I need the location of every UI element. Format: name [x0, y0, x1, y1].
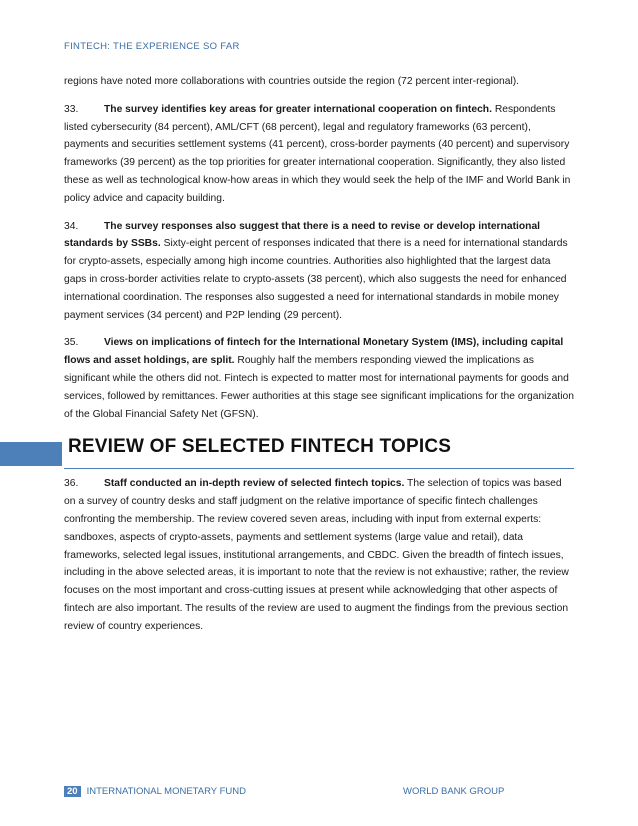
- paragraph-35: [64, 334, 574, 423]
- paragraph-number: 35.: [64, 337, 79, 349]
- section-underline: [64, 468, 574, 469]
- paragraph-intro: regions have noted more collaborations with countries outside the region (72 percent inter-regional).: [64, 76, 520, 87]
- footer-right-text: WORLD BANK GROUP: [403, 786, 505, 797]
- paragraph-lead: Views on implications of fintech for the International Monetary System (IMS), including capital flows and asset holdings, are split.: [64, 337, 564, 367]
- page-number: 20: [64, 786, 81, 797]
- paragraph-number: 34.: [64, 220, 79, 232]
- paragraph-lead: The survey responses also suggest that there is a need to revise or develop international standards by SSBs.: [64, 220, 541, 250]
- paragraph-text: Respondents listed cybersecurity (84 percent), AML/CFT (68 percent), legal and regulatory frameworks (63 percent), payments and securities settlement systems (41 percent), cross-border payments (40 percent) and supervisory frameworks (39 percent) as the top priorities for greater international cooperation. Significantly, they also listed these as well as technological know-how areas in which they would seek the help of the IMF and World Bank in policy advice and capacity building.: [64, 103, 571, 204]
- section-accent-bar: [0, 442, 62, 466]
- paragraph-text: The selection of topics was based on a survey of country desks and staff judgment on the relative importance of specific fintech challenges confronting the membership. The review covered seven areas, including with input from external experts: sandboxes, aspects of crypto-assets, payments and settlement systems (large value and retail), data frameworks, selected legal issues, institutional arrangements, and CBDC. Given the breadth of fintech issues, including in the above selected areas, it is important to note that the review is not exhaustive; rather, the review focuses on the most important and cross-cutting issues at present while acknowledging that other aspects of fintech are also important. The results of the review are used to augment the findings from the previous section review of country experiences.: [64, 478, 569, 632]
- paragraph-text: Roughly half the members responding viewed the implications as significant while the others did not. Fintech is expected to matter most for international payments for goods and services, followed by remittances. Fewer authorities at this stage see significant implications for the organization of the Global Financial Safety Net (GFSN).: [64, 355, 574, 420]
- running-header: FINTECH: THE EXPERIENCE SO FAR: [64, 41, 240, 52]
- paragraph-lead: The survey identifies key areas for greater international cooperation on fintech.: [104, 103, 492, 115]
- footer-left-text: INTERNATIONAL MONETARY FUND: [86, 786, 246, 797]
- section-title: REVIEW OF SELECTED FINTECH TOPICS: [68, 436, 452, 458]
- paragraph-33: [64, 101, 574, 208]
- paragraph-34: [64, 218, 574, 325]
- paragraph-36: [64, 475, 574, 635]
- paragraph-lead: Staff conducted an in-depth review of selected fintech topics.: [104, 478, 405, 490]
- page-footer: [64, 786, 574, 800]
- section-heading-band: [0, 435, 574, 469]
- paragraph-number: 33.: [64, 103, 79, 115]
- paragraph-text: Sixty-eight percent of responses indicated that there is a need for international standards for crypto-assets, especially among high income countries. Authorities also highlighted that the largest data gaps in cross-border activities relate to crypto-assets (38 percent), which also suggests the need for enhanced international coordination. The responses also suggested a need for international standards in mobile money payment services (34 percent) and P2P lending (29 percent).: [64, 238, 568, 321]
- page-content: [64, 73, 574, 646]
- paragraph-number: 36.: [64, 478, 79, 490]
